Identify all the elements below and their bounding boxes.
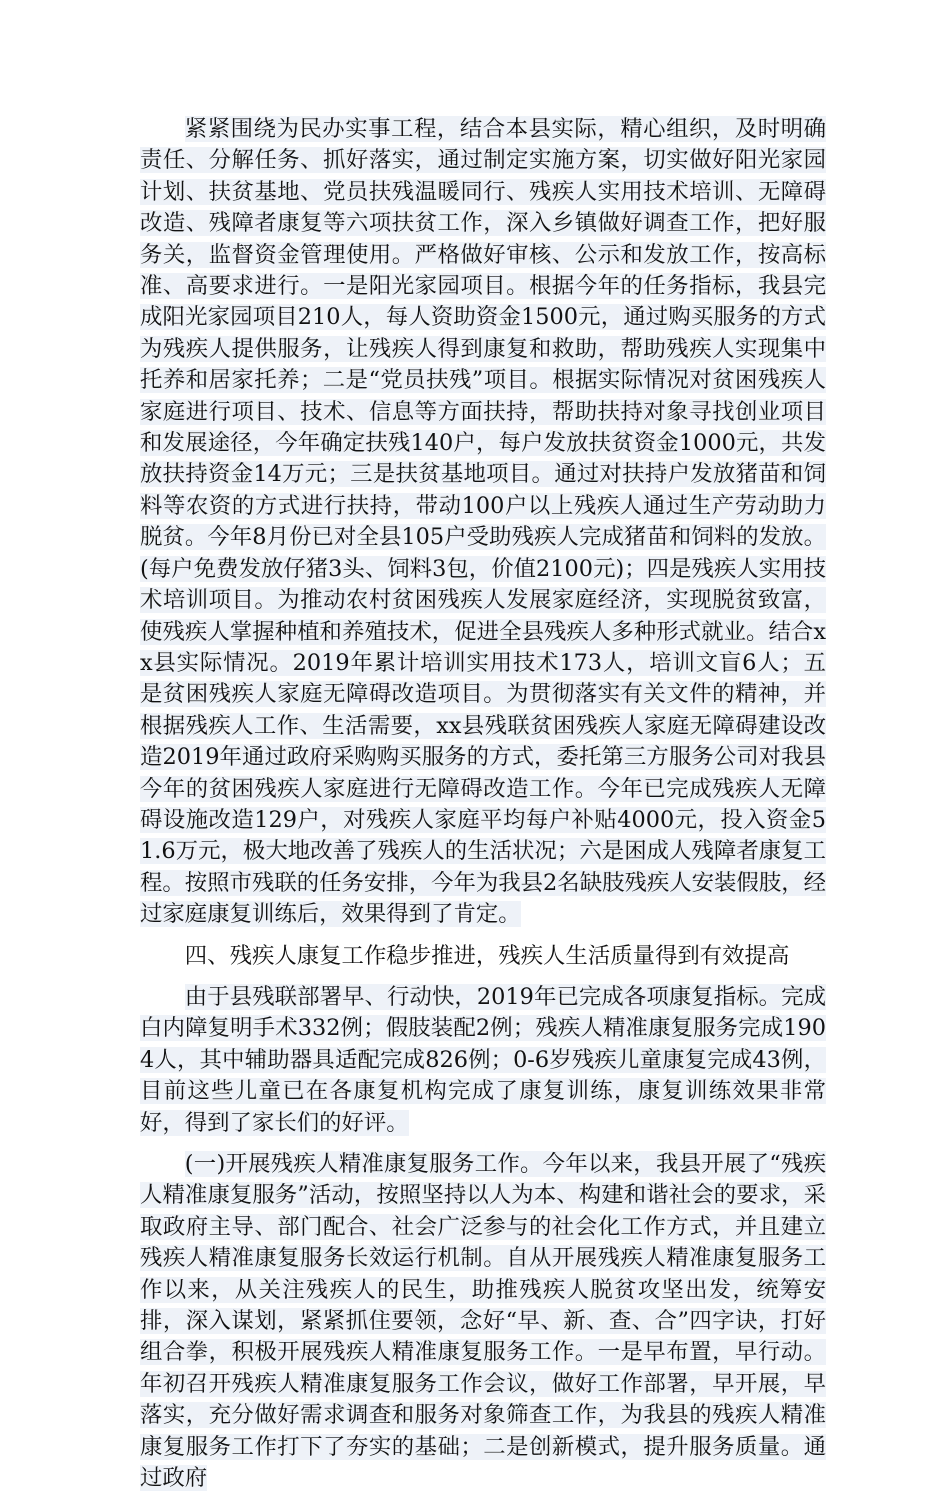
paragraph-text: 由于县残联部署早、行动快，2019年已完成各项康复指标。完成白内障复明手术332例；假肢装配2例；残疾人精准康复服务完成1904人，其中辅助器具适配完成826例；0-6岁残疾儿童康复完成43例，目前这些儿童已在各康复机构完成了康复训练，康复训练效果非常好，得到了家长们的好评。 — [140, 983, 826, 1136]
spacer — [140, 1139, 826, 1149]
paragraph-text: (一)开展残疾人精准康复服务工作。今年以来，我县开展了“残疾人精准康复服务”活动，按照坚持以人为本、构建和谐社会的要求，采取政府主导、部门配合、社会广泛参与的社会化工作方式，并且建立残疾人精准康复服务长效运行机制。自从开展残疾人精准康复服务工作以来，从关注残疾人的民生，助推残疾人脱贫攻坚出发，统筹安排，深入谋划，紧紧抓住要领，念好“早、新、查、合”四字诀，打好组合拳，积极开展残疾人精准康复服务工作。一是早布置，早行动。年初召开残疾人精准康复服务工作会议，做好工作部署，早开展，早落实，充分做好需求调查和服务对象筛查工作，为我县的残疾人精准康复服务工作打下了夯实的基础；二是创新模式，提升服务质量。通过政府 — [140, 1151, 826, 1492]
paragraph-text: 紧紧围绕为民办实事工程，结合本县实际，精心组织，及时明确责任、分解任务、抓好落实，通过制定实施方案，切实做好阳光家园计划、扶贫基地、党员扶残温暖同行、残疾人实用技术培训、无障碍改造、残障者康复等六项扶贫工作，深入乡镇做好调查工作，把好服务关，监督资金管理使用。严格做好审核、公示和发放工作，按高标准、高要求进行。一是阳光家园项目。根据今年的任务指标，我县完成阳光家园项目210人，每人资助资金1500元，通过购买服务的方式为残疾人提供服务，让残疾人得到康复和救助，帮助残疾人实现集中托养和居家托养；二是“党员扶残”项目。根据实际情况对贫困残疾人家庭进行项目、技术、信息等方面扶持，帮助扶持对象寻找创业项目和发展途径，今年确定扶残140户，每户发放扶贫资金1000元，共发放扶持资金14万元；三是扶贫基地项目。通过对扶持户发放猪苗和饲料等农资的方式进行扶持，带动100户以上残疾人通过生产劳动助力脱贫。今年8月份已对全县105户受助残疾人完成猪苗和饲料的发放。(每户免费发放仔猪3头、饲料3包，价值2100元)；四是残疾人实用技术培训项目。为推动农村贫困残疾人发展家庭经济，实现脱贫致富，使残疾人掌握种植和养殖技术，促进全县残疾人多种形式就业。结合xx县实际情况。2019年累计培训实用技术173人，培训文盲6人；五是贫困残疾人家庭无障碍改造项目。为贯彻落实有关文件的精神，并根据残疾人工作、生活需要，xx县残联贫困残疾人家庭无障碍建设改造2019年通过政府采购购买服务的方式，委托第三方服务公司对我县今年的贫困残疾人家庭进行无障碍改造工作。今年已完成残疾人无障碍设施改造129户，对残疾人家庭平均每户补贴4000元，投入资金51.6万元，极大地改善了残疾人的生活状况；六是困成人残障者康复工程。按照市残联的任务安排，今年为我县2名缺肢残疾人安装假肢，经过家庭康复训练后，效果得到了肯定。 — [140, 116, 826, 928]
section-heading-rehabilitation: 四、残疾人康复工作稳步推进，残疾人生活质量得到有效提高 — [184, 942, 790, 969]
paragraph-sunshine-projects — [140, 114, 826, 931]
spacer — [140, 931, 826, 941]
paragraph-precision-rehab — [140, 1149, 826, 1494]
spacer — [140, 972, 826, 982]
document-page — [140, 114, 826, 1494]
paragraph-rehab-summary — [140, 982, 826, 1139]
